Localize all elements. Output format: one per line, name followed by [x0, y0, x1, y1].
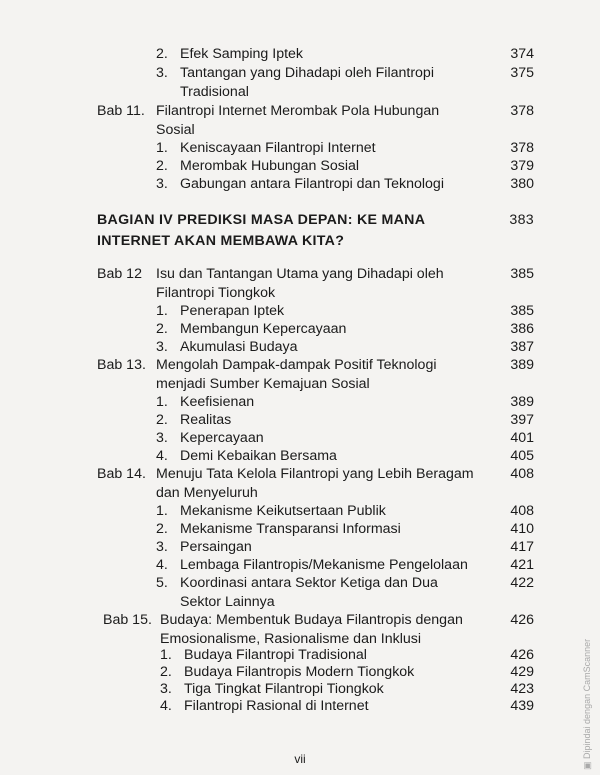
chapter-label: Bab 14.: [97, 466, 146, 482]
entry-page: 387: [510, 339, 534, 355]
entry-page: 386: [510, 321, 534, 337]
toc-entry: [0, 519, 600, 539]
entry-page: 426: [510, 647, 534, 663]
entry-page: 379: [510, 158, 534, 174]
entry-number: 3.: [156, 176, 168, 192]
entry-number: 4.: [160, 698, 172, 714]
entry-number: 2.: [156, 321, 168, 337]
toc-entry: [0, 573, 600, 593]
toc-chapter: [0, 101, 600, 121]
entry-number: 4.: [156, 448, 168, 464]
entry-title: Keniscayaan Filantropi Internet: [180, 140, 376, 156]
toc-chapter: [0, 464, 600, 484]
chapter-page: 385: [510, 266, 534, 282]
toc-chapter-continuation: [0, 120, 600, 140]
chapter-title: Menuju Tata Kelola Filantropi yang Lebih Beragam: [156, 466, 474, 482]
chapter-page: 408: [510, 466, 534, 482]
scanner-logo-icon: ▣: [582, 761, 592, 770]
entry-number: 3.: [156, 65, 168, 81]
scanner-watermark: [582, 639, 593, 770]
entry-title: Membangun Kepercayaan: [180, 321, 347, 337]
entry-number: 4.: [156, 557, 168, 573]
toc-entry: [0, 501, 600, 521]
entry-title: Gabungan antara Filantropi dan Teknologi: [180, 176, 444, 192]
toc-part-heading-continuation: [0, 231, 600, 251]
chapter-title-cont: dan Menyeluruh: [156, 485, 258, 501]
toc-entry: [0, 44, 600, 64]
toc-entry: [0, 174, 600, 194]
watermark-text: Dipindai dengan CamScanner: [582, 638, 592, 759]
chapter-title-cont: Emosionalisme, Rasionalisme dan Inklusi: [160, 631, 422, 647]
toc-entry: [0, 138, 600, 158]
entry-title: Persaingan: [180, 539, 252, 555]
part-heading-line2: INTERNET AKAN MEMBAWA KITA?: [97, 233, 345, 249]
entry-page: 375: [510, 65, 534, 81]
entry-page: 405: [510, 448, 534, 464]
chapter-title-cont: menjadi Sumber Kemajuan Sosial: [156, 376, 370, 392]
entry-number: 2.: [156, 521, 168, 537]
toc-entry: [0, 319, 600, 339]
entry-page: 410: [510, 521, 534, 537]
chapter-title: Isu dan Tantangan Utama yang Dihadapi oleh: [156, 266, 444, 282]
toc-entry-continuation: [0, 82, 600, 102]
entry-page: 422: [510, 575, 534, 591]
page-number: vii: [294, 752, 306, 766]
entry-number: 1.: [156, 140, 168, 156]
toc-entry: [0, 555, 600, 575]
entry-title: Budaya Filantropis Modern Tiongkok: [184, 664, 415, 680]
toc-entry: [0, 63, 600, 83]
entry-page: 389: [510, 394, 534, 410]
entry-number: 2.: [156, 46, 168, 62]
chapter-page: 378: [510, 103, 534, 119]
entry-number: 5.: [156, 575, 168, 591]
toc-entry: [0, 537, 600, 557]
toc-chapter-continuation: [0, 483, 600, 503]
toc-part-heading: [0, 210, 600, 230]
entry-number: 1.: [156, 303, 168, 319]
toc-entry: [0, 301, 600, 321]
entry-title: Tiga Tingkat Filantropi Tiongkok: [184, 681, 384, 697]
entry-title: Akumulasi Budaya: [180, 339, 298, 355]
toc-entry: [0, 337, 600, 357]
toc-entry: [0, 696, 600, 716]
entry-page: 429: [510, 664, 534, 680]
part-heading-line1: BAGIAN IV PREDIKSI MASA DEPAN: KE MANA: [97, 212, 426, 228]
part-page: 383: [509, 212, 534, 228]
toc-chapter: [0, 264, 600, 284]
entry-title: Filantropi Rasional di Internet: [184, 698, 369, 714]
entry-page: 397: [510, 412, 534, 428]
entry-title: Efek Samping Iptek: [180, 46, 304, 62]
entry-number: 1.: [156, 503, 168, 519]
chapter-title: Mengolah Dampak-dampak Positif Teknologi: [156, 357, 437, 373]
chapter-page: 426: [510, 612, 534, 628]
entry-number: 3.: [156, 339, 168, 355]
toc-entry: [0, 392, 600, 412]
entry-title: Keefisienan: [180, 394, 255, 410]
entry-number: 1.: [156, 394, 168, 410]
entry-page: 380: [510, 176, 534, 192]
entry-page: 401: [510, 430, 534, 446]
entry-page: 374: [510, 46, 534, 62]
toc-entry: [0, 428, 600, 448]
chapter-label: Bab 11.: [97, 103, 145, 119]
entry-title: Kepercayaan: [180, 430, 264, 446]
entry-title: Penerapan Iptek: [180, 303, 285, 319]
chapter-label: Bab 15.: [103, 612, 152, 628]
entry-number: 3.: [160, 681, 172, 697]
entry-title-cont: Tradisional: [180, 84, 249, 100]
entry-title: Koordinasi antara Sektor Ketiga dan Dua: [180, 575, 438, 591]
chapter-title-cont: Sosial: [156, 122, 195, 138]
entry-title: Demi Kebaikan Bersama: [180, 448, 337, 464]
chapter-title: Filantropi Internet Merombak Pola Hubungan: [156, 103, 440, 119]
entry-title: Mekanisme Transparansi Informasi: [180, 521, 401, 537]
entry-title: Lembaga Filantropis/Mekanisme Pengelolaan: [180, 557, 468, 573]
entry-number: 2.: [160, 664, 172, 680]
entry-title: Realitas: [180, 412, 232, 428]
entry-page: 439: [510, 698, 534, 714]
toc-chapter-continuation: [0, 283, 600, 303]
toc-entry: [0, 156, 600, 176]
entry-title-cont: Sektor Lainnya: [180, 594, 275, 610]
entry-number: 3.: [156, 539, 168, 555]
toc-chapter: [0, 355, 600, 375]
entry-page: 421: [510, 557, 534, 573]
entry-number: 1.: [160, 647, 172, 663]
chapter-page: 389: [510, 357, 534, 373]
entry-page: 378: [510, 140, 534, 156]
entry-title: Tantangan yang Dihadapi oleh Filantropi: [180, 65, 434, 81]
toc-entry-continuation: [0, 592, 600, 612]
toc-chapter-continuation: [0, 374, 600, 394]
entry-page: 423: [510, 681, 534, 697]
entry-title: Budaya Filantropi Tradisional: [184, 647, 367, 663]
entry-title: Mekanisme Keikutsertaan Publik: [180, 503, 386, 519]
entry-page: 417: [510, 539, 534, 555]
chapter-title: Budaya: Membentuk Budaya Filantropis dengan: [160, 612, 463, 628]
chapter-label: Bab 13.: [97, 357, 146, 373]
entry-number: 2.: [156, 158, 168, 174]
toc-chapter: [0, 610, 600, 630]
toc-entry: [0, 446, 600, 466]
entry-page: 385: [510, 303, 534, 319]
entry-title: Merombak Hubungan Sosial: [180, 158, 360, 174]
entry-number: 2.: [156, 412, 168, 428]
entry-number: 3.: [156, 430, 168, 446]
toc-entry: [0, 410, 600, 430]
entry-page: 408: [510, 503, 534, 519]
chapter-title-cont: Filantropi Tiongkok: [156, 285, 276, 301]
chapter-label: Bab 12: [97, 266, 142, 282]
